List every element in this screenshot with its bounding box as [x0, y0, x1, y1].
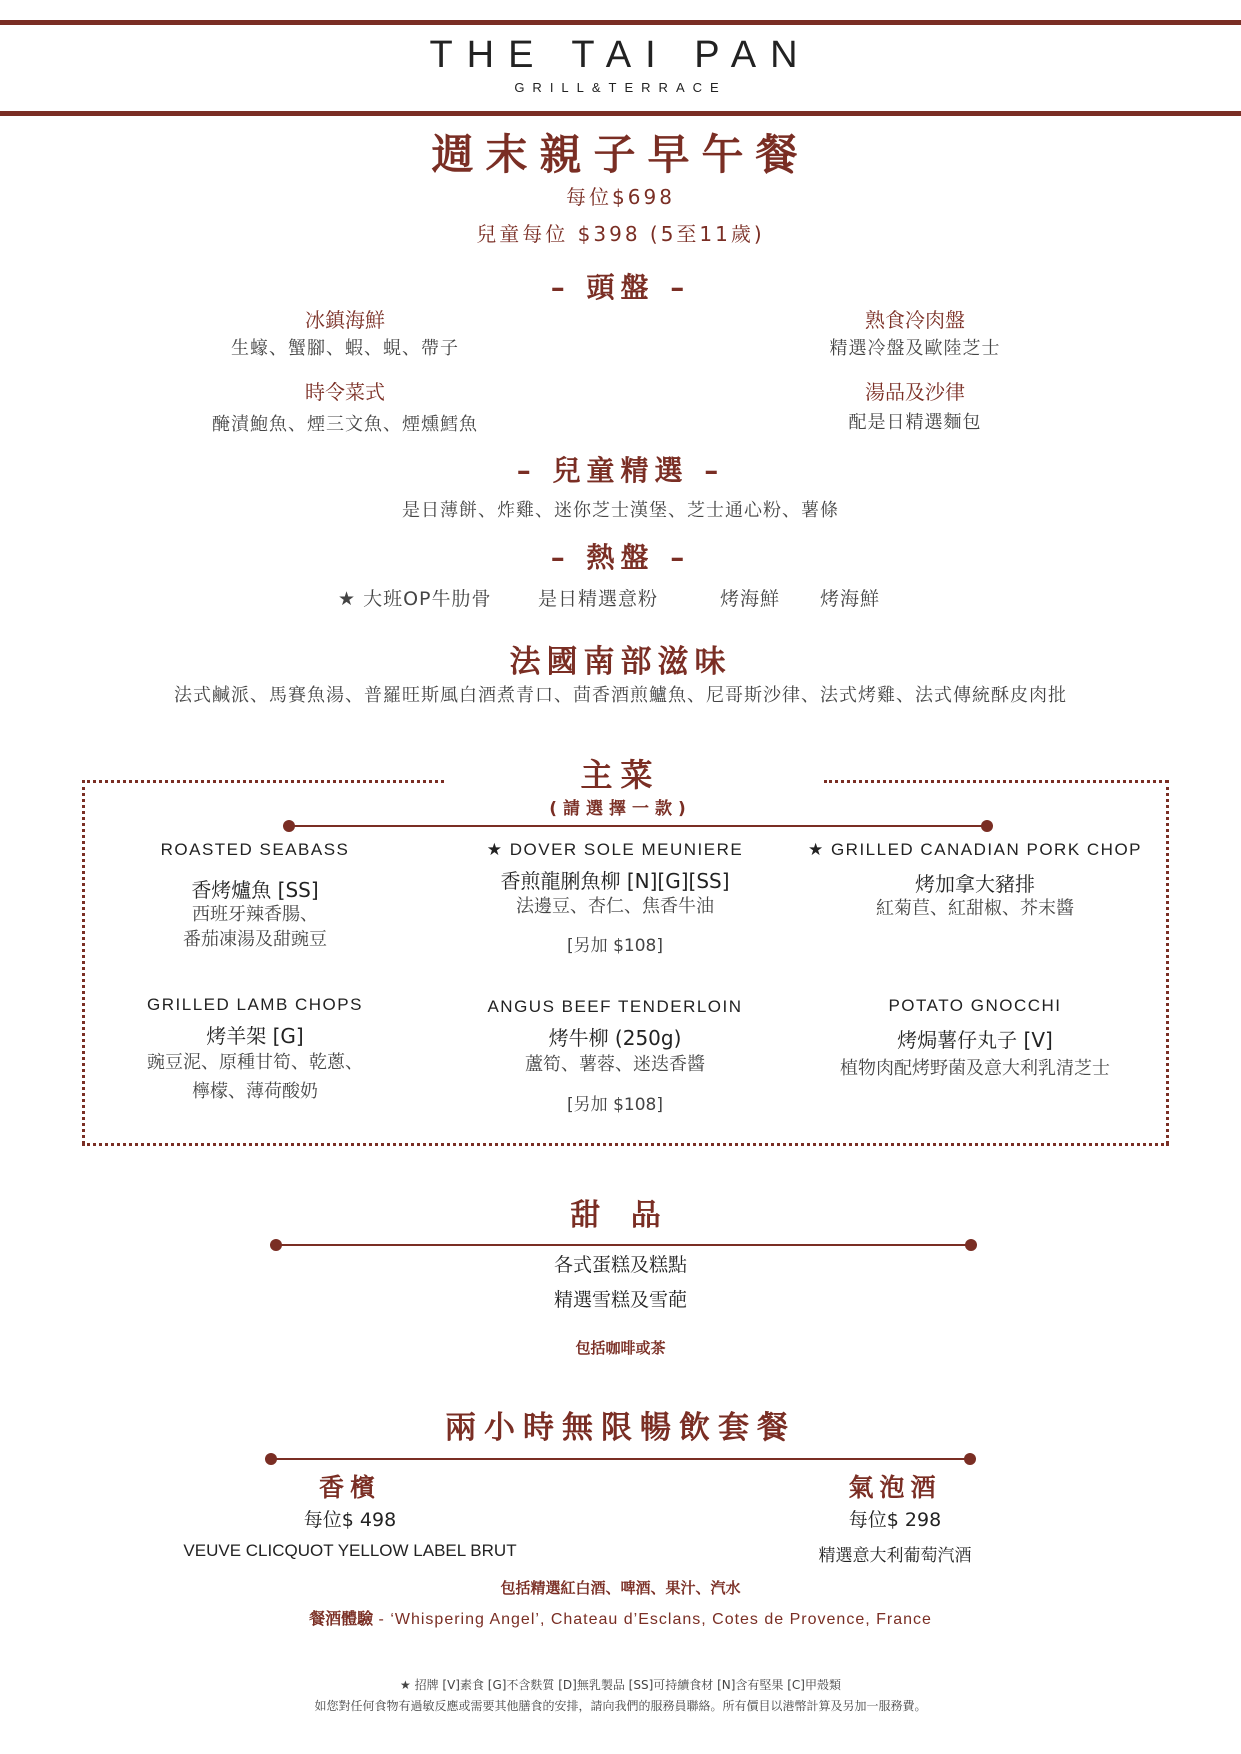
main-zh-name: 香烤爐魚 [SS] — [191, 878, 319, 902]
starters-heading: – 頭盤 – — [550, 271, 691, 304]
main-en-name: GRILLED LAMB CHOPS — [147, 995, 363, 1014]
starter-desc: 配是日精選麵包 — [848, 412, 982, 433]
starter-name: 冰鎮海鮮 — [305, 308, 385, 332]
main-desc: 蘆筍、薯蓉、迷迭香醬 — [525, 1054, 705, 1075]
starter-name: 湯品及沙律 — [865, 380, 965, 404]
adult-price: 每位$698 — [566, 185, 675, 209]
hot-item: 烤海鮮 — [820, 588, 881, 610]
starter-name: 熟食冷肉盤 — [865, 308, 965, 332]
main-desc: 西班牙辣香腸、 — [192, 904, 318, 925]
brand-title: THE TAI PAN — [429, 34, 812, 76]
wine-pairing-label: 餐酒體驗 — [309, 1609, 374, 1628]
main-desc: 番茄凍湯及甜豌豆 — [183, 929, 327, 950]
hot-item: 是日精選意粉 — [538, 588, 659, 610]
provence-desc: 法式鹹派、馬賽魚湯、普羅旺斯風白酒煮青口、茴香酒煎鱸魚、尼哥斯沙律、法式烤雞、法式傳統酥皮肉批 — [174, 685, 1067, 706]
hot-heading: – 熱盤 – — [550, 541, 691, 574]
wine-pairing-text: - ‘Whispering Angel’, Chateau d’Esclans, Cotes de Provence, France — [373, 1611, 932, 1628]
main-en-name: ★ GRILLED CANADIAN PORK CHOP — [807, 840, 1143, 859]
sparkling-name: 氣泡酒 — [848, 1473, 942, 1502]
main-desc: 植物肉配烤野菌及意大利乳清芝士 — [840, 1058, 1110, 1079]
starter-desc: 生蠔、蟹腳、蝦、蜆、帶子 — [231, 338, 459, 359]
main-zh-name: 烤加拿大豬排 — [915, 872, 1035, 896]
header-top-rule — [0, 20, 1241, 25]
provence-heading: 法國南部滋味 — [509, 644, 732, 680]
disclaimer: 如您對任何食物有過敏反應或需要其他膳食的安排，請向我們的服務員聯絡。所有價目以港幣計算及另加一服務費。 — [314, 1699, 927, 1713]
brunch-title: 週末親子早午餐 — [431, 130, 810, 179]
starter-desc: 精選冷盤及歐陸芝士 — [829, 338, 1001, 359]
main-desc: 紅菊苣、紅甜椒、芥末醬 — [876, 898, 1074, 919]
main-en-name: ROASTED SEABASS — [160, 840, 350, 859]
mains-rule-dot — [981, 820, 993, 832]
drinks-rule-dot — [265, 1453, 277, 1465]
main-desc: 豌豆泥、原種甘筍、乾蔥、 — [147, 1052, 363, 1073]
mains-subheading: (請選擇一款) — [549, 799, 692, 819]
drinks-rule — [270, 1458, 970, 1460]
starter-desc: 醃漬鮑魚、煙三文魚、煙燻鱈魚 — [212, 414, 478, 435]
drinks-heading: 兩小時無限暢飲套餐 — [445, 1410, 796, 1446]
mains-rule-dot — [283, 820, 295, 832]
champagne-desc: VEUVE CLICQUOT YELLOW LABEL BRUT — [183, 1541, 517, 1560]
drinks-rule-dot — [964, 1453, 976, 1465]
main-surcharge: [另加 $108] — [567, 936, 663, 956]
main-surcharge: [另加 $108] — [567, 1095, 663, 1115]
dessert-heading: 甜 品 — [570, 1198, 671, 1233]
drinks-note: 包括精選紅白酒、啤酒、果汁、汽水 — [500, 1579, 741, 1597]
hot-item: 烤海鮮 — [720, 588, 781, 610]
hot-item: ★ 大班OP牛肋骨 — [338, 588, 492, 610]
mains-heading: 主菜 — [580, 756, 661, 794]
champagne-name: 香檳 — [318, 1473, 381, 1502]
dessert-note: 包括咖啡或茶 — [575, 1339, 666, 1357]
wine-pairing — [0, 1606, 1241, 1629]
dessert-item: 精選雪糕及雪葩 — [553, 1289, 687, 1311]
main-desc: 檸檬、薄荷酸奶 — [192, 1081, 318, 1102]
main-desc: 法邊豆、杏仁、焦香牛油 — [516, 896, 714, 917]
child-price: 兒童每位 $398 (5至11歲) — [476, 222, 765, 246]
mains-rule — [288, 825, 986, 827]
main-en-name: ★ DOVER SOLE MEUNIERE — [486, 840, 744, 859]
main-zh-name: 烤牛柳 (250g) — [548, 1026, 682, 1050]
header-bottom-rule — [0, 111, 1241, 116]
kids-heading: – 兒童精選 – — [516, 454, 725, 487]
brand-subtitle: GRILL&TERRACE — [514, 80, 727, 95]
mains-border-bottom — [82, 1143, 1169, 1146]
main-zh-name: 烤焗薯仔丸子 [V] — [897, 1028, 1053, 1052]
dessert-rule — [275, 1244, 970, 1246]
main-zh-name: 香煎龍脷魚柳 [N][G][SS] — [500, 869, 730, 893]
main-en-name: POTATO GNOCCHI — [888, 996, 1062, 1015]
starter-name: 時令菜式 — [305, 380, 385, 404]
champagne-price: 每位$ 498 — [303, 1509, 397, 1531]
main-en-name: ANGUS BEEF TENDERLOIN — [487, 997, 743, 1016]
kids-desc: 是日薄餅、炸雞、迷你芝士漢堡、芝士通心粉、薯條 — [402, 500, 839, 521]
main-zh-name: 烤羊架 [G] — [206, 1024, 304, 1048]
allergen-legend: ★ 招牌 [V]素食 [G]不含麩質 [D]無乳製品 [SS]可持續食材 [N]含有堅果 [C]甲殼類 — [400, 1678, 841, 1692]
dessert-item: 各式蛋糕及糕點 — [553, 1254, 687, 1276]
sparkling-price: 每位$ 298 — [848, 1509, 942, 1531]
mains-border-right — [1166, 780, 1169, 1144]
sparkling-desc: 精選意大利葡萄汽酒 — [818, 1546, 972, 1566]
mains-border-left — [82, 780, 85, 1144]
